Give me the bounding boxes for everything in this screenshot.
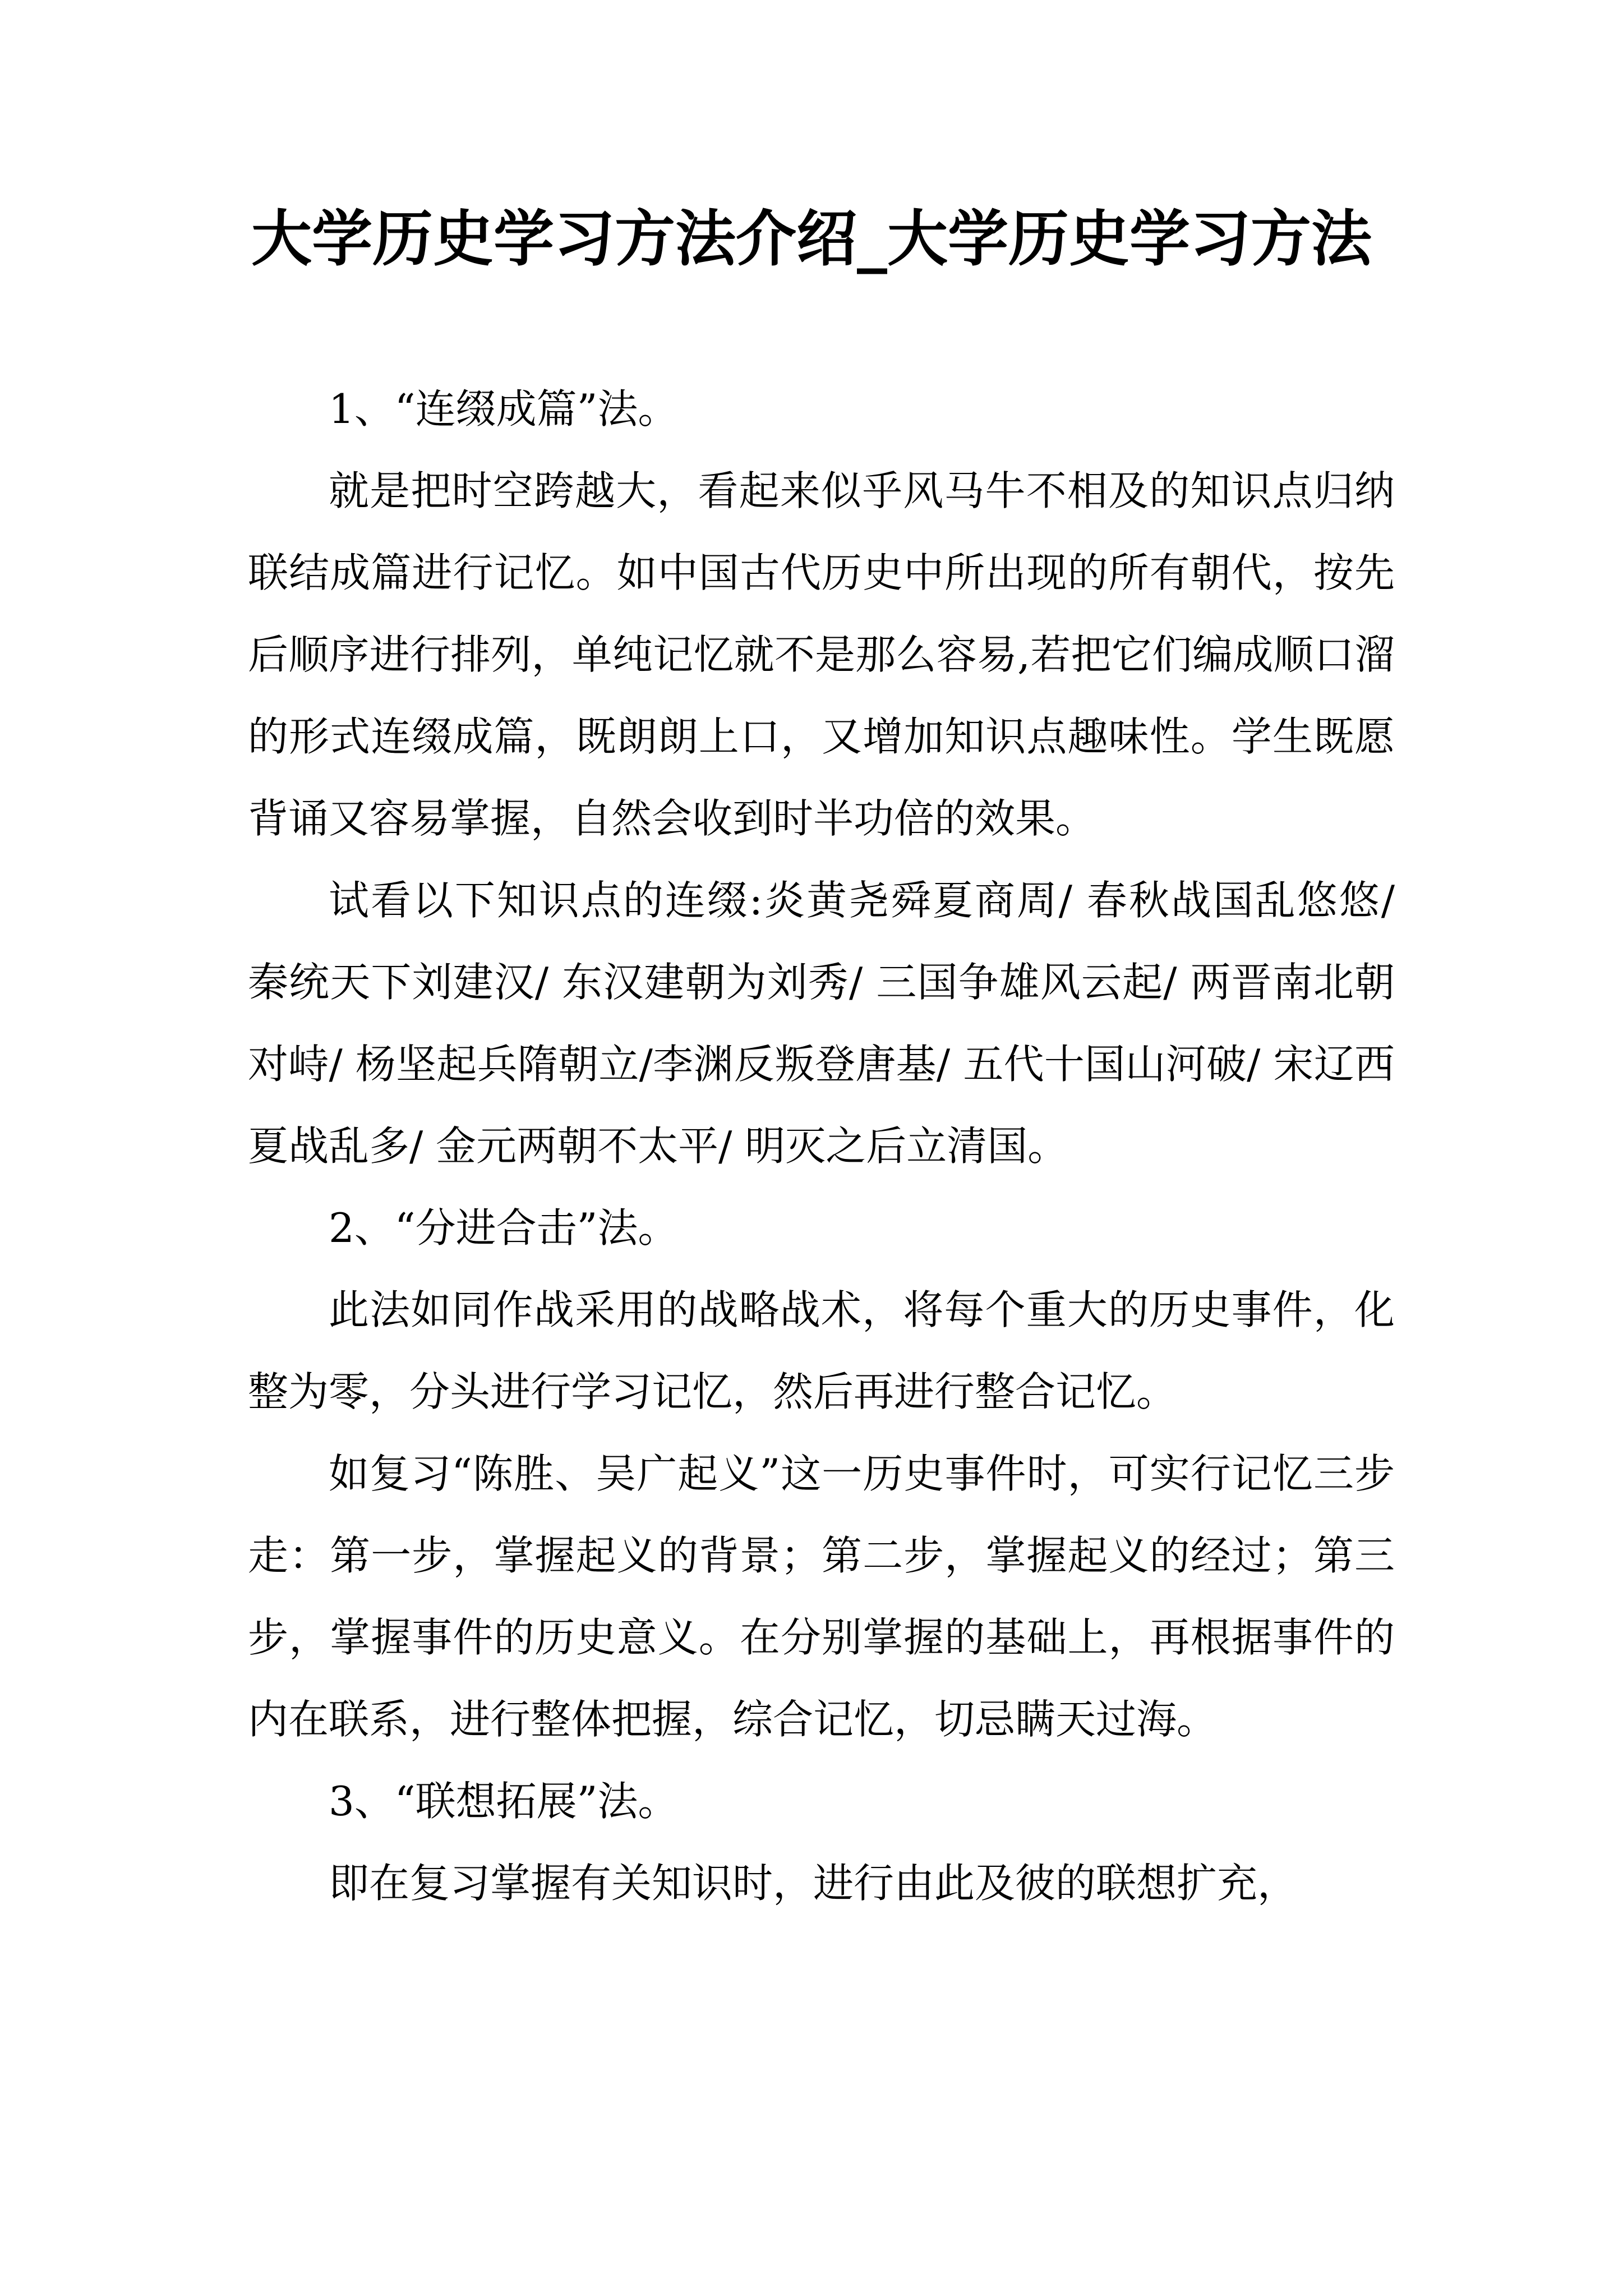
paragraph-method-1-example: 试看以下知识点的连缀:炎黄尧舜夏商周/ 春秋战国乱悠悠/ 秦统天下刘建汉/ 东汉建朝为刘秀/ 三国争雄风云起/ 两晋南北朝对峙/ 杨坚起兵隋朝立/李渊反叛登唐基/ 五代十国山河破/ 宋辽西夏战乱多/ 金元两朝不太平/ 明灭之后立清国。 (248, 877, 1395, 1170)
paragraph-method-2-heading: 2、“分进合击”法。 (329, 1204, 679, 1251)
document-title: 大学历史学习方法介绍_大学历史学习方法 (251, 204, 1372, 274)
paragraph-method-2-example: 如复习“陈胜、吴广起义”这一历史事件时，可实行记忆三步走：第一步，掌握起义的背景；第二步，掌握起义的经过；第三步，掌握事件的历史意义。在分别掌握的基础上，再根据事件的内在联系，进行整体把握，综合记忆，切忌瞒天过海。 (248, 1450, 1395, 1743)
paragraph-method-2-description: 此法如同作战采用的战略战术，将每个重大的历史事件，化整为零，分头进行学习记忆，然后再进行整合记忆。 (248, 1286, 1395, 1415)
paragraph-method-1-heading: 1、“连缀成篇”法。 (329, 385, 679, 432)
document-body (248, 368, 1395, 1924)
paragraph-method-3-description: 即在复习掌握有关知识时，进行由此及彼的联想扩充， (329, 1860, 1298, 1907)
paragraph-method-3-heading: 3、“联想拓展”法。 (329, 1778, 679, 1825)
paragraph-method-1-description: 就是把时空跨越大，看起来似乎风马牛不相及的知识点归纳联结成篇进行记忆。如中国古代历史中所出现的所有朝代，按先后顺序进行排列，单纯记忆就不是那么容易,若把它们编成顺口溜的形式连缀成篇，既朗朗上口，又增加知识点趣味性。学生既愿背诵又容易掌握，自然会收到时半功倍的效果。 (248, 467, 1395, 842)
